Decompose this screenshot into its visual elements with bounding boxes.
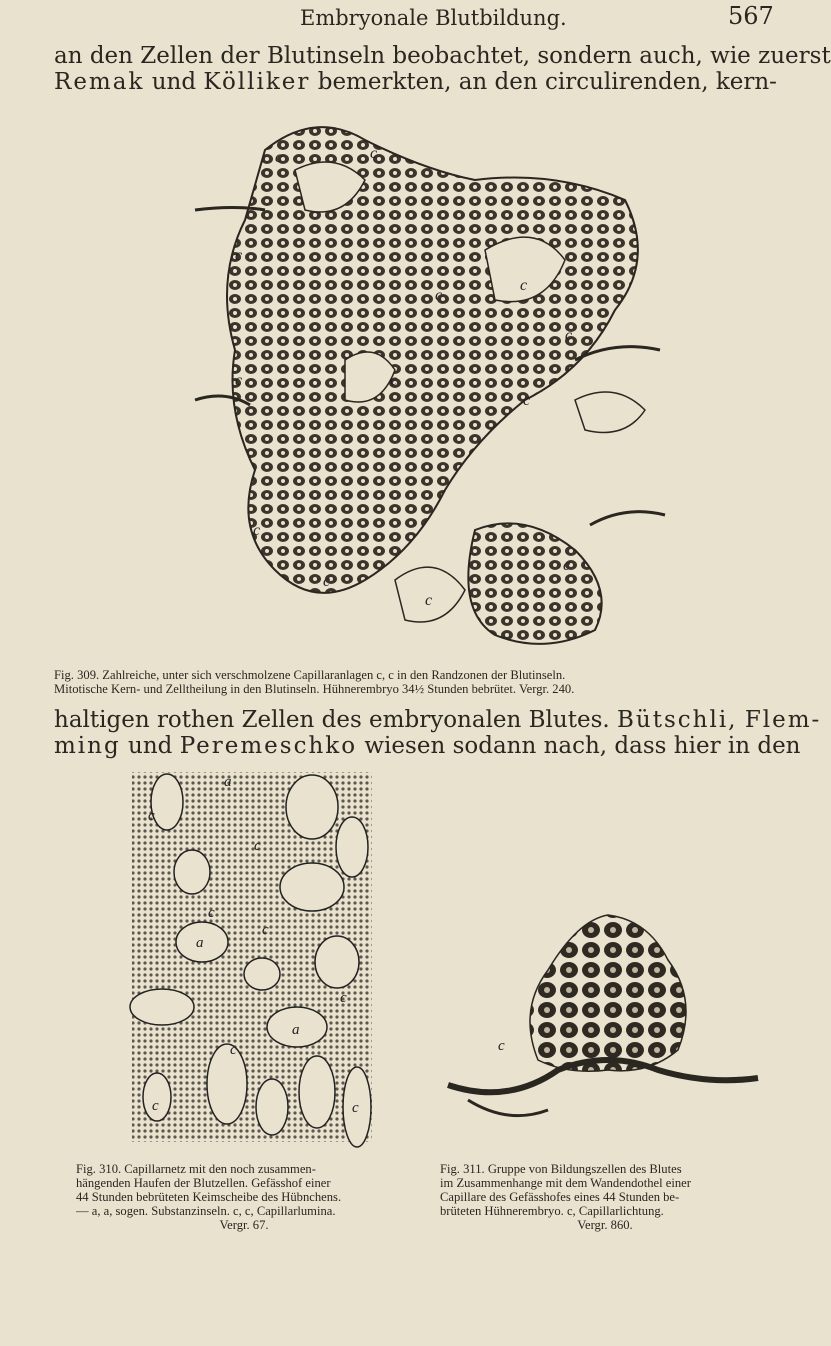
figure-310-illustration (112, 762, 384, 1152)
fig310-label: c (148, 808, 155, 824)
fig309-label: c (235, 372, 243, 389)
figure-309-illustration (195, 110, 665, 660)
fig309-label: c (370, 145, 378, 162)
fig309-label: c (520, 277, 528, 294)
fig310-label: c (208, 905, 215, 921)
text-line-3-main: haltigen rothen Zellen des embryonalen Blutes. (54, 707, 610, 733)
caption-line: Fig. 311. Gruppe von Bildungszellen des Blutes (440, 1162, 682, 1176)
fig310-label: c (340, 990, 347, 1006)
caption-line: — a, a, sogen. Substanzinseln. c, c, Capillarlumina. (76, 1204, 336, 1218)
figure-311 (448, 900, 758, 1140)
fig309-label: c (235, 247, 243, 264)
conjunction: und (120, 733, 180, 759)
conjunction: und (144, 69, 204, 95)
text-line-4 (54, 733, 801, 759)
fig309-label: c (523, 392, 531, 409)
text-line-3 (54, 707, 822, 733)
figure-310 (112, 762, 384, 1152)
fig309-label: c (275, 149, 283, 166)
caption-line: Mitotische Kern- und Zelltheilung in den Blutinseln. Hühnerembryo 34½ Stunden bebrütet. Vergr. 240. (54, 682, 575, 696)
fig309-label: c (390, 372, 398, 389)
caption-line: hängenden Haufen der Blutzellen. Gefässhof einer (76, 1176, 331, 1190)
caption-line: brüteten Hühnerembryo. c, Capillarlichtung. (440, 1204, 664, 1218)
text-line-1: an den Zellen der Blutinseln beobachtet, sondern auch, wie zuerst (54, 43, 831, 69)
text-line-2-rest: bemerkten, an den circulirenden, kern- (310, 69, 777, 95)
fig311-label: c (498, 1038, 505, 1054)
page-number: 567 (728, 2, 774, 30)
fig309-label: c (323, 573, 331, 590)
text-line-2 (54, 69, 777, 95)
fig310-label: c (254, 838, 261, 854)
fig310-label: a (292, 1022, 300, 1038)
figure-311-caption (440, 1162, 770, 1232)
figure-309 (195, 110, 665, 660)
author-peremeschko: Peremeschko (179, 733, 358, 759)
figure-309-caption (54, 668, 768, 696)
page-header (0, 0, 800, 36)
fig309-label: c (565, 327, 573, 344)
caption-line: Fig. 309. Zahlreiche, unter sich verschmolzene Capillaranlagen c, c in den Randzonen der Blutinseln. (54, 668, 566, 682)
fig310-label: c (152, 1098, 159, 1114)
author-flemming: Flem- (744, 707, 822, 733)
fig310-label: c (352, 1100, 359, 1116)
author-buetschli: Bütschli, (617, 707, 738, 733)
caption-line: im Zusammenhange mit dem Wandendothel einer (440, 1176, 691, 1190)
fig310-label: c (262, 922, 269, 938)
caption-line: Capillare des Gefässhofes eines 44 Stunden be- (440, 1190, 680, 1204)
author-flemming-cont: ming (54, 733, 121, 759)
fig310-label: a (224, 774, 232, 790)
fig310-label: a (196, 935, 204, 951)
fig309-label: c (253, 522, 261, 539)
fig310-label: c (230, 1042, 237, 1058)
caption-line: Vergr. 67. (219, 1218, 269, 1232)
caption-line: Fig. 310. Capillarnetz mit den noch zusammen- (76, 1162, 316, 1176)
fig309-label: c (563, 557, 571, 574)
caption-line: Vergr. 860. (577, 1218, 633, 1232)
figure-310-caption (76, 1162, 412, 1232)
caption-line: 44 Stunden bebrüteten Keimscheibe des Hübnchens. (76, 1190, 342, 1204)
author-remak: Remak (54, 69, 145, 95)
text-line-4-rest: wiesen sodann nach, dass hier in den (357, 733, 801, 759)
fig309-label: c (425, 592, 433, 609)
author-koelliker: Kölliker (203, 69, 311, 95)
fig309-label: c (435, 287, 443, 304)
figure-311-illustration (448, 900, 758, 1140)
running-title: Embryonale Blutbildung. (300, 6, 567, 30)
